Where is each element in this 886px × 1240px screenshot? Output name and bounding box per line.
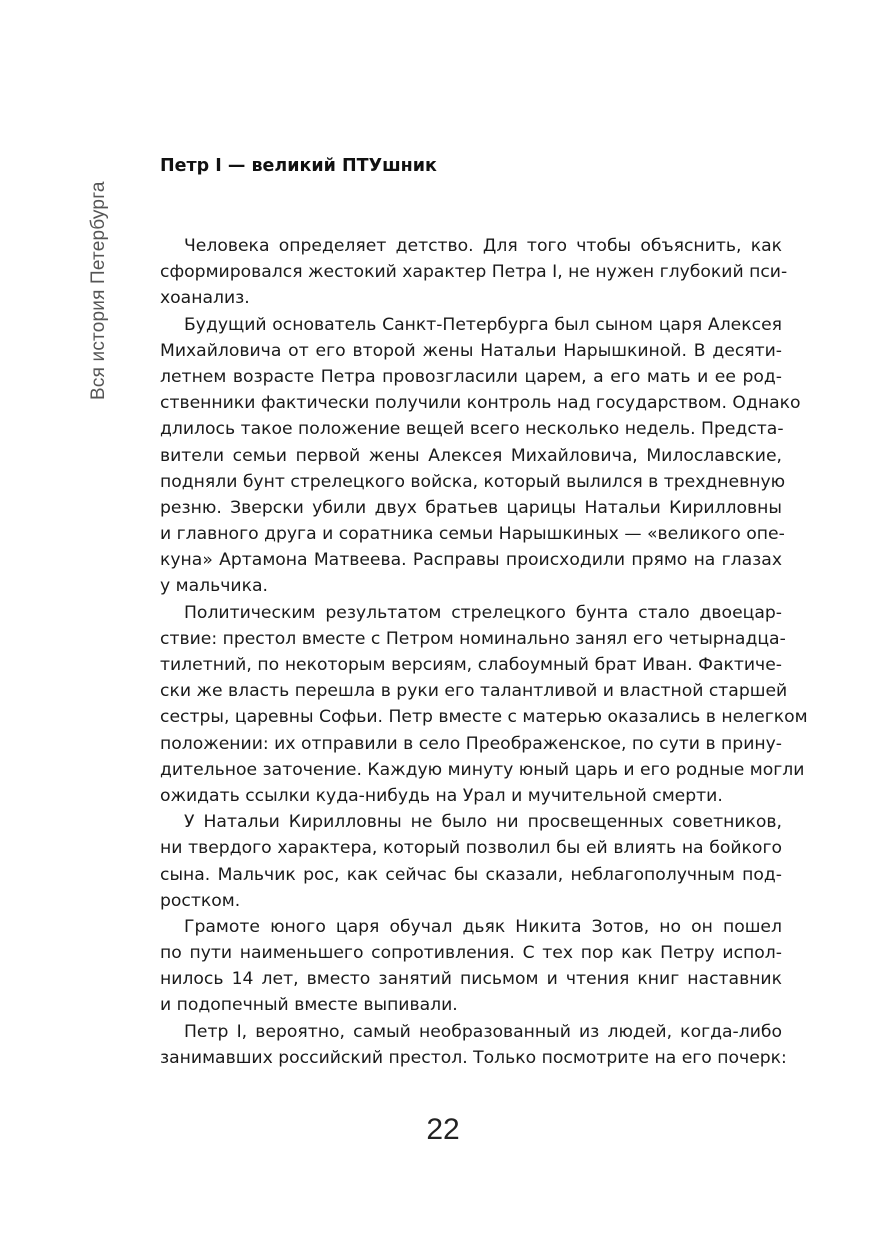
text-line: вители семьи первой жены Алексея Михайловича, Милославские,: [160, 445, 782, 466]
paragraph: [160, 809, 782, 914]
text-line: длилось такое положение вещей всего несколько недель. Предста-: [160, 419, 784, 440]
text-line: Грамоте юного царя обучал дьяк Никита Зотов, но он пошел: [184, 916, 782, 937]
page-number: 22: [426, 1113, 460, 1146]
text-line: и главного друга и соратника семьи Нарышкиных — «великого опе-: [160, 524, 785, 545]
paragraph: [160, 233, 788, 312]
paragraph: [160, 914, 782, 1019]
text-line: ствие: престол вместе с Петром номинально занял его четырнадца-: [160, 628, 786, 649]
text-line: сформировался жестокий характер Петра I, не нужен глубокий пси-: [160, 262, 788, 283]
text-line: Будущий основатель Санкт-Петербурга был сыном царя Алексея: [184, 314, 782, 335]
text-line: подняли бунт стрелецкого войска, который вылился в трехдневную: [160, 471, 786, 492]
text-line: Михайловича от его второй жены Натальи Нарышкиной. В десяти-: [160, 340, 782, 361]
text-line: положении: их отправили в село Преображенское, по сути в прину-: [160, 733, 782, 754]
section-title: Петр I — великий ПТУшник: [160, 156, 437, 176]
text-line: занимавших российский престол. Только посмотрите на его почерк:: [160, 1047, 787, 1068]
text-line: нилось 14 лет, вместо занятий письмом и чтения книг наставник: [160, 969, 782, 990]
text-line: тилетний, по некоторым версиям, слабоумный брат Иван. Фактиче-: [160, 655, 782, 675]
paragraph: [160, 600, 808, 810]
text-line: хоанализ.: [160, 288, 250, 309]
paragraph: [160, 312, 801, 600]
text-line: сестры, царевны Софьи. Петр вместе с матерью оказались в нелегком: [160, 707, 808, 728]
body-text: [160, 233, 808, 1071]
text-line: У Натальи Кирилловны не было ни просвещенных советников,: [184, 812, 782, 833]
text-line: по пути наименьшего сопротивления. С тех пор как Петру испол-: [160, 943, 782, 964]
text-line: ственники фактически получили контроль над государством. Однако: [160, 393, 801, 414]
text-line: куна» Артамона Матвеева. Расправы происходили прямо на глазах: [160, 550, 782, 571]
paragraph: [160, 1019, 787, 1071]
running-header: Вся история Петербурга: [88, 181, 109, 400]
text-line: летнем возрасте Петра провозгласили царем, а его мать и ее род-: [160, 366, 782, 387]
text-line: ски же власть перешла в руки его талантливой и властной старшей: [160, 681, 788, 702]
text-line: резню. Зверски убили двух братьев царицы Натальи Кирилловны: [160, 497, 782, 518]
text-line: Человека определяет детство. Для того чтобы объяснить, как: [184, 236, 782, 256]
text-line: ростком.: [160, 890, 241, 911]
text-line: Политическим результатом стрелецкого бунта стало двоецар-: [184, 602, 782, 623]
text-line: и подопечный вместе выпивали.: [160, 995, 458, 1016]
text-line: ожидать ссылки куда-нибудь на Урал и мучительной смерти.: [160, 785, 723, 806]
text-line: сына. Мальчик рос, как сейчас бы сказали, неблагополучным под-: [160, 864, 782, 885]
text-line: ни твердого характера, который позволил бы ей влиять на бойкого: [160, 838, 782, 859]
text-line: Петр I, вероятно, самый необразованный из людей, когда-либо: [184, 1021, 782, 1042]
text-line: дительное заточение. Каждую минуту юный царь и его родные могли: [160, 759, 805, 780]
text-line: у мальчика.: [160, 576, 268, 597]
